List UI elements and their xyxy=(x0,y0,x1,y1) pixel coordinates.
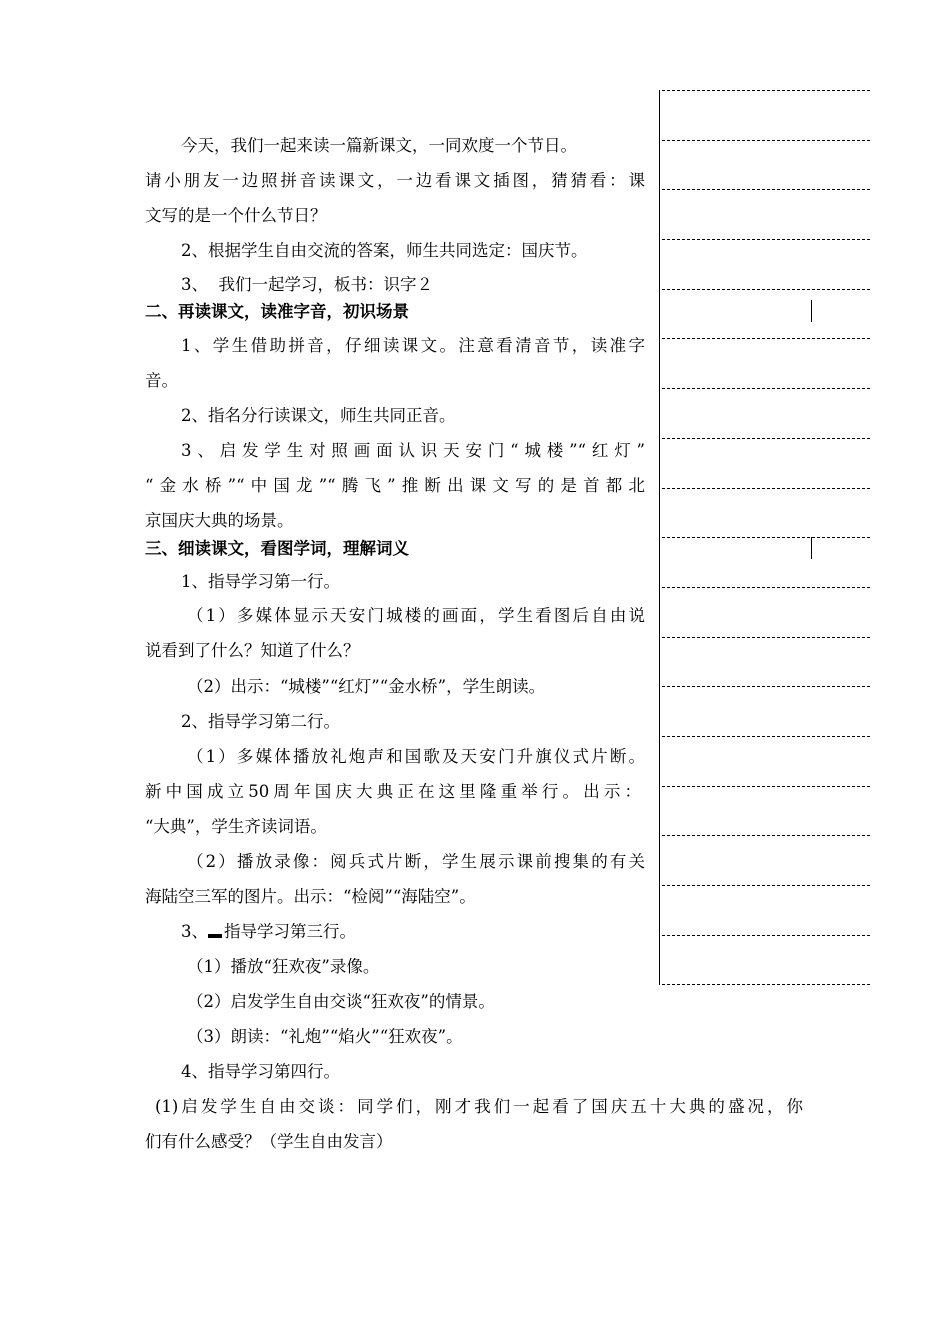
text-line: 新中国成立50周年国庆大典正在这里隆重举行。出示： xyxy=(145,782,641,801)
text-line: 3、 我们一起学习，板书：识字２ xyxy=(181,275,433,294)
text-line: （2）播放录像：阅兵式片断，学生展示课前搜集的有关 xyxy=(187,852,645,871)
note-line xyxy=(662,686,870,687)
text-line: 音。 xyxy=(145,371,178,390)
edit-mark-icon xyxy=(208,934,222,938)
text-line xyxy=(145,917,356,947)
note-line xyxy=(662,289,870,290)
note-line xyxy=(662,90,870,91)
text-line: 1、指导学习第一行。 xyxy=(181,572,340,591)
note-line xyxy=(662,885,870,886)
margin-tick-mark xyxy=(811,300,812,322)
text-line: 4、指导学习第四行。 xyxy=(181,1062,340,1081)
text-line: （2）启发学生自由交谈“狂欢夜”的情景。 xyxy=(187,992,495,1011)
item-number: 3、 xyxy=(181,922,208,941)
text-line: （1）多媒体播放礼炮声和国歌及天安门升旗仪式片断。 xyxy=(187,747,645,766)
text-line: 说看到了什么？知道了什么？ xyxy=(145,641,360,660)
note-line xyxy=(662,984,870,985)
section-heading: 三、细读课文，看图学词，理解词义 xyxy=(145,539,409,558)
text-line: (1)启发学生自由交谈：同学们，刚才我们一起看了国庆五十大典的盛况，你 xyxy=(155,1097,803,1116)
item-text: 指导学习第三行。 xyxy=(224,922,356,941)
note-line xyxy=(662,488,870,489)
note-line xyxy=(662,786,870,787)
text-line: 请小朋友一边照拼音读课文，一边看课文插图，猜猜看：课 xyxy=(145,171,645,190)
note-line xyxy=(662,338,870,339)
text-line: （3）朗读：“礼炮”“焰火”“狂欢夜”。 xyxy=(187,1027,463,1046)
note-line xyxy=(662,189,870,190)
text-line: （1）多媒体显示天安门城楼的画面，学生看图后自由说 xyxy=(187,606,645,625)
note-line xyxy=(662,736,870,737)
note-line xyxy=(662,537,870,538)
text-line: 2、根据学生自由交流的答案，师生共同选定：国庆节。 xyxy=(181,241,588,260)
note-line xyxy=(662,637,870,638)
section-heading: 二、再读课文，读准字音，初识场景 xyxy=(145,302,409,321)
note-line xyxy=(662,835,870,836)
text-line: 们有什么感受？（学生自由发言） xyxy=(145,1132,393,1151)
note-line xyxy=(662,587,870,588)
note-line xyxy=(662,438,870,439)
text-line: 2、指导学习第二行。 xyxy=(181,712,340,731)
text-line: 京国庆大典的场景。 xyxy=(145,511,294,530)
note-line xyxy=(662,239,870,240)
text-line: “大典”，学生齐读词语。 xyxy=(145,817,327,836)
text-line: 文写的是一个什么节日？ xyxy=(145,206,327,225)
text-line: 今天，我们一起来读一篇新课文，一同欢度一个节日。 xyxy=(181,136,577,155)
margin-tick-mark xyxy=(811,537,812,559)
text-line: （1）播放“狂欢夜”录像。 xyxy=(187,957,380,976)
text-line: 3、启发学生对照画面认识天安门“城楼”“红灯” xyxy=(181,441,645,460)
text-line: “金水桥”“中国龙”“腾飞”推断出课文写的是首都北 xyxy=(145,476,645,495)
note-line xyxy=(662,140,870,141)
text-line: 海陆空三军的图片。出示：“检阅”“海陆空”。 xyxy=(145,887,476,906)
notes-margin-column xyxy=(659,90,872,985)
text-line: 2、指名分行读课文，师生共同正音。 xyxy=(181,406,456,425)
text-line: 1、学生借助拼音，仔细读课文。注意看清音节，读准字 xyxy=(181,336,645,355)
note-line xyxy=(662,388,870,389)
text-line: （2）出示：“城楼”“红灯”“金水桥”，学生朗读。 xyxy=(187,677,546,696)
note-line xyxy=(662,935,870,936)
